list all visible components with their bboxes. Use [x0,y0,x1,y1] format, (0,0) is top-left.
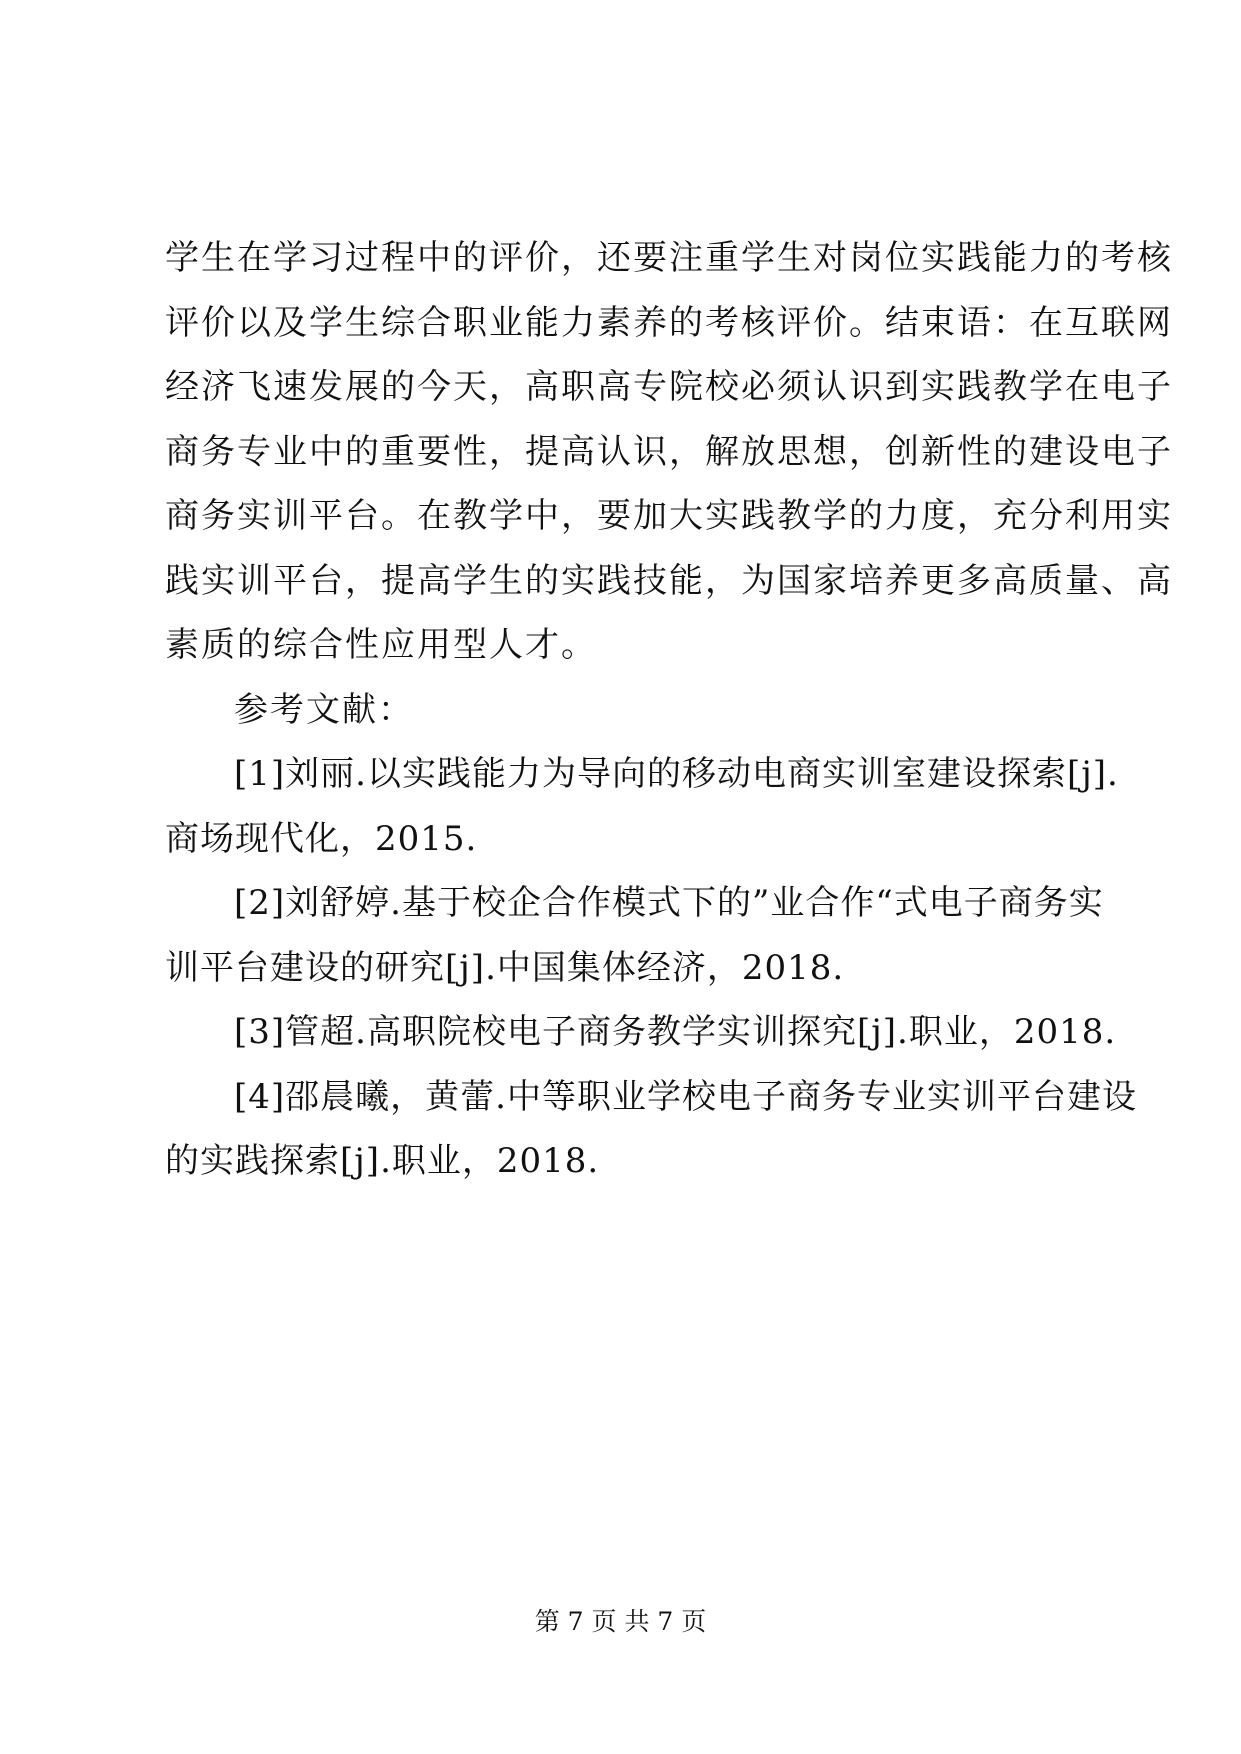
body-line: 商务实训平台。在教学中，要加大实践教学的力度，充分利用实 [165,496,1173,536]
reference-line: [2]刘舒婷.基于校企合作模式下的”业合作“式电子商务实 [234,883,1104,923]
body-paragraph [165,226,1173,678]
body-line: 素质的综合性应用型人才。 [165,625,597,665]
reference-line: [1]刘丽.以实践能力为导向的移动电商实训室建设探索[j]. [234,754,1119,794]
page-content [165,226,1173,1194]
reference-item [165,742,1119,871]
body-line: 经济飞速发展的今天，高职高专院校必须认识到实践教学在电子 [165,367,1173,407]
page-number-footer: 第 7 页 共 7 页 [534,1607,707,1636]
references-heading: 参考文献： [234,689,414,730]
body-line: 商务专业中的重要性，提高认识，解放思想，创新性的建设电子 [165,431,1173,472]
reference-line: [4]邵晨曦，黄蕾.中等职业学校电子商务专业实训平台建设 [234,1076,1137,1117]
body-line: 评价以及学生综合职业能力素养的考核评价。结束语：在互联网 [165,302,1173,343]
reference-item [165,1000,1117,1065]
reference-line: [3]管超.高职院校电子商务教学实训探究[j].职业，2018. [234,1012,1117,1052]
reference-line: 的实践探索[j].职业，2018. [165,1141,600,1181]
reference-item [165,1065,1137,1194]
body-line: 践实训平台，提高学生的实践技能，为国家培养更多高质量、高 [165,560,1173,601]
body-line: 学生在学习过程中的评价，还要注重学生对岗位实践能力的考核 [165,238,1173,278]
reference-line: 商场现代化，2015. [165,818,478,859]
reference-item [165,871,1104,1000]
reference-line: 训平台建设的研究[j].中国集体经济，2018. [165,947,845,988]
